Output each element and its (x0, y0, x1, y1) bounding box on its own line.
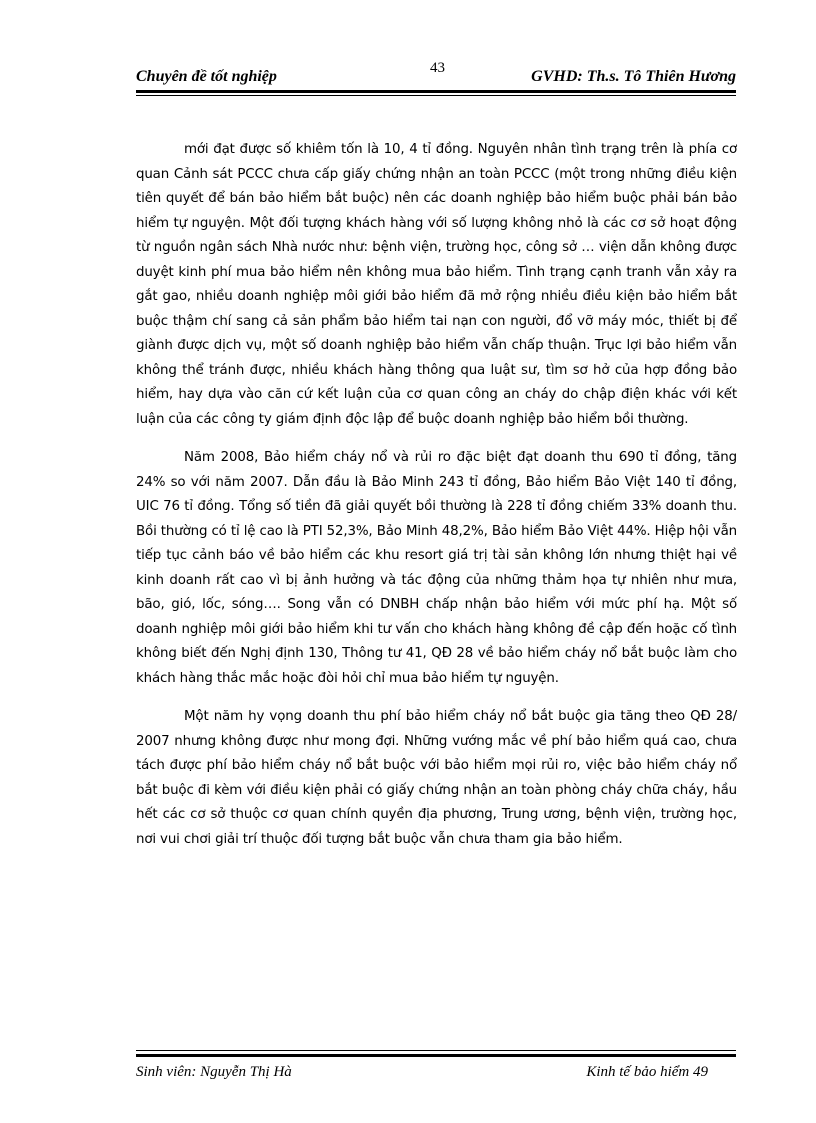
header-divider-thick (136, 90, 736, 93)
paragraph-1: mới đạt được số khiêm tốn là 10, 4 tỉ đồng. Nguyên nhân tình trạng trên là phía cơ quan Cảnh sát PCCC chưa cấp giấy chứng nhận an toàn PCCC (một trong những điều kiện tiên quyết để bán bảo hiểm bắt buộc) nên các doanh nghiệp bảo hiểm buộc phải bán bảo hiểm tự nguyện. Một đối tượng khách hàng với số lượng không nhỏ là các cơ sở hoạt động từ nguồn ngân sách Nhà nước như: bệnh viện, trường học, công sở … viện dẫn không được duyệt kinh phí mua bảo hiểm nên không mua bảo hiểm. Tình trạng cạnh tranh vẫn xảy ra gắt gao, nhiều doanh nghiệp môi giới bảo hiểm đã mở rộng nhiều điều kiện bảo hiểm bắt buộc thậm chí sang cả sản phẩm bảo hiểm tai nạn con người, đổ vỡ máy móc, thiết bị để giành được dịch vụ, một số doanh nghiệp bảo hiểm vẫn chấp thuận. Trục lợi bảo hiểm vẫn không thể tránh được, nhiều khách hàng thông qua luật sư, tìm sơ hở của hợp đồng bảo hiểm, hay dựa vào căn cứ kết luận của cơ quan công an cháy do chập điện khác với kết luận của các công ty giám định độc lập để buộc doanh nghiệp bảo hiểm bồi thường. (136, 142, 737, 427)
paragraph-3: Một năm hy vọng doanh thu phí bảo hiểm cháy nổ bắt buộc gia tăng theo QĐ 28/ 2007 nhưng không được như mong đợi. Những vướng mắc về phí bảo hiểm quá cao, chưa tách được phí bảo hiểm cháy nổ bắt buộc với bảo hiểm mọi rủi ro, việc bảo hiểm cháy nổ bắt buộc đi kèm với điều kiện phải có giấy chứng nhận an toàn phòng cháy chữa cháy, hầu hết các cơ sở thuộc cơ quan chính quyền địa phương, Trung ương, bệnh viện, trường học, nơi vui chơi giải trí thuộc đối tượng bắt buộc vẫn chưa tham gia bảo hiểm. (136, 709, 737, 847)
header-supervisor: GVHD: Th.s. Tô Thiên Hương (531, 68, 736, 85)
footer-class: Kinh tế bảo hiểm 49 (586, 1064, 708, 1080)
page-footer (136, 1050, 736, 1090)
footer-student: Sinh viên: Nguyễn Thị Hà (136, 1064, 292, 1080)
paragraph-2: Năm 2008, Bảo hiểm cháy nổ và rủi ro đặc biệt đạt doanh thu 690 tỉ đồng, tăng 24% so với năm 2007. Dẫn đầu là Bảo Minh 243 tỉ đồng, Bảo hiểm Bảo Việt 140 tỉ đồng, UIC 76 tỉ đồng. Tổng số tiền đã giải quyết bồi thường là 228 tỉ đồng chiếm 33% doanh thu. Bồi thường có tỉ lệ cao là PTI 52,3%, Bảo Minh 48,2%, Bảo hiểm Bảo Việt 44%. Hiệp hội vẫn tiếp tục cảnh báo về bảo hiểm các khu resort giá trị tài sản không lớn nhưng thiệt hại về kinh doanh rất cao vì bị ảnh hưởng và tác động của những thảm họa tự nhiên như mưa, bão, gió, lốc, sóng…. Song vẫn có DNBH chấp nhận bảo hiểm với mức phí hạ. Một số doanh nghiệp môi giới bảo hiểm khi tư vấn cho khách hàng không đề cập đến hoặc cố tình không biết đến Nghị định 130, Thông tư 41, QĐ 28 về bảo hiểm cháy nổ bắt buộc làm cho khách hàng thắc mắc hoặc đòi hỏi chỉ mua bảo hiểm tự nguyện. (136, 450, 737, 686)
footer-divider-thick (136, 1054, 736, 1057)
header-divider-thin (136, 95, 736, 96)
page-header (136, 60, 736, 92)
page-number: 43 (430, 60, 445, 76)
body-text (136, 138, 737, 866)
header-title: Chuyên đề tốt nghiệp (136, 68, 277, 85)
footer-divider-thin (136, 1050, 736, 1051)
